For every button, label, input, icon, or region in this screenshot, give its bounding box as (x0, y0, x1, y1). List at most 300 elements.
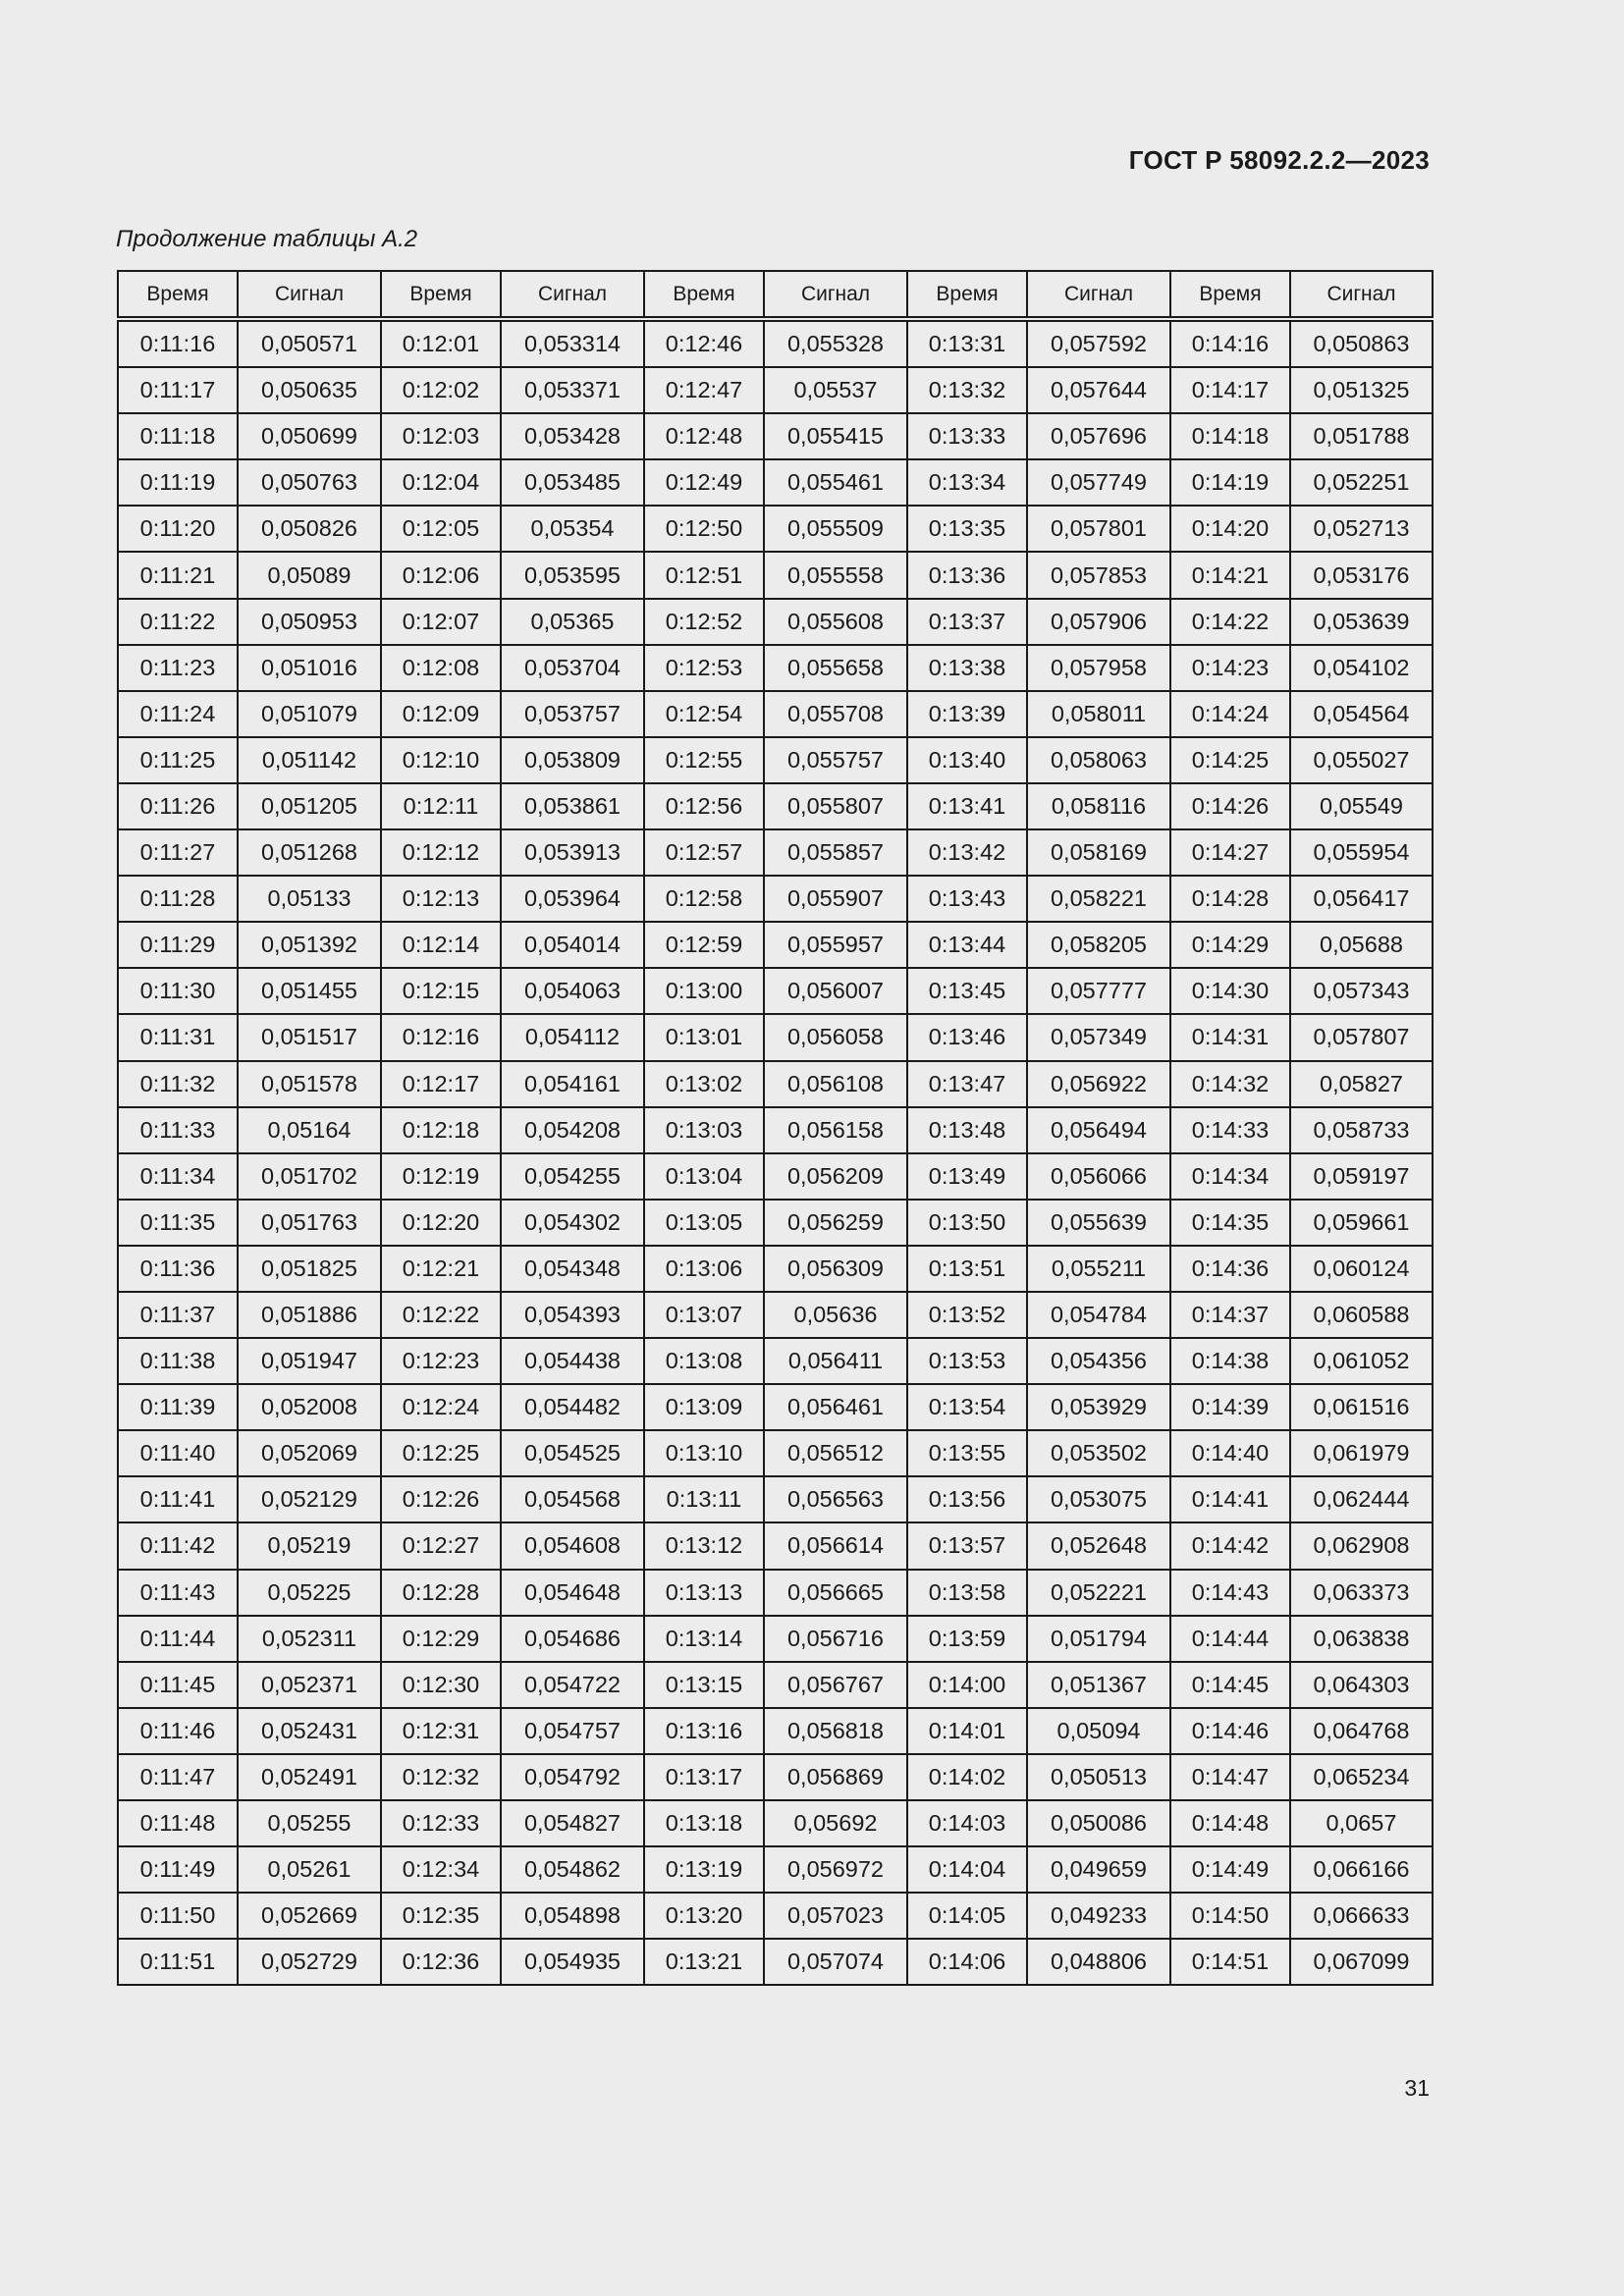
time-cell: 0:12:30 (381, 1662, 501, 1708)
signal-cell: 0,053639 (1290, 599, 1433, 645)
time-cell: 0:13:41 (907, 783, 1027, 829)
signal-cell: 0,053176 (1290, 552, 1433, 598)
signal-cell: 0,053502 (1027, 1430, 1170, 1476)
time-cell: 0:13:58 (907, 1570, 1027, 1616)
signal-cell: 0,053757 (501, 691, 644, 737)
signal-cell: 0,051763 (238, 1200, 381, 1246)
time-cell: 0:14:16 (1170, 319, 1290, 367)
signal-cell: 0,05164 (238, 1107, 381, 1153)
time-cell: 0:12:23 (381, 1338, 501, 1384)
signal-cell: 0,055807 (764, 783, 907, 829)
signal-cell: 0,051947 (238, 1338, 381, 1384)
signal-cell: 0,056972 (764, 1846, 907, 1893)
time-cell: 0:12:05 (381, 506, 501, 552)
signal-cell: 0,061052 (1290, 1338, 1433, 1384)
table-header-row (118, 271, 1433, 319)
time-cell: 0:14:41 (1170, 1476, 1290, 1522)
signal-cell: 0,05225 (238, 1570, 381, 1616)
table-row (118, 1061, 1433, 1107)
signal-cell: 0,051578 (238, 1061, 381, 1107)
signal-cell: 0,057958 (1027, 645, 1170, 691)
signal-cell: 0,056869 (764, 1754, 907, 1800)
document-header: ГОСТ Р 58092.2.2—2023 (1128, 145, 1430, 175)
signal-cell: 0,050635 (238, 367, 381, 413)
signal-cell: 0,054348 (501, 1246, 644, 1292)
header-time-2: Время (381, 271, 501, 319)
time-cell: 0:12:19 (381, 1153, 501, 1200)
table-row (118, 1246, 1433, 1292)
signal-cell: 0,049659 (1027, 1846, 1170, 1893)
time-cell: 0:11:45 (118, 1662, 238, 1708)
signal-cell: 0,053485 (501, 459, 644, 506)
time-cell: 0:14:43 (1170, 1570, 1290, 1616)
signal-cell: 0,054686 (501, 1616, 644, 1662)
time-cell: 0:14:47 (1170, 1754, 1290, 1800)
table-row (118, 1384, 1433, 1430)
signal-cell: 0,05089 (238, 552, 381, 598)
time-cell: 0:12:09 (381, 691, 501, 737)
signal-cell: 0,053075 (1027, 1476, 1170, 1522)
time-cell: 0:12:18 (381, 1107, 501, 1153)
signal-cell: 0,066633 (1290, 1893, 1433, 1939)
signal-cell: 0,063838 (1290, 1616, 1433, 1662)
signal-cell: 0,054608 (501, 1522, 644, 1569)
time-cell: 0:13:19 (644, 1846, 764, 1893)
signal-cell: 0,051142 (238, 737, 381, 783)
time-cell: 0:11:29 (118, 922, 238, 968)
signal-cell: 0,054862 (501, 1846, 644, 1893)
signal-cell: 0,056417 (1290, 876, 1433, 922)
signal-cell: 0,052069 (238, 1430, 381, 1476)
signal-cell: 0,062908 (1290, 1522, 1433, 1569)
table-row (118, 319, 1433, 367)
signal-cell: 0,055708 (764, 691, 907, 737)
signal-cell: 0,05549 (1290, 783, 1433, 829)
time-cell: 0:12:52 (644, 599, 764, 645)
signal-cell: 0,060588 (1290, 1292, 1433, 1338)
time-cell: 0:12:10 (381, 737, 501, 783)
signal-cell: 0,05827 (1290, 1061, 1433, 1107)
signal-cell: 0,057801 (1027, 506, 1170, 552)
time-cell: 0:11:28 (118, 876, 238, 922)
time-cell: 0:12:15 (381, 968, 501, 1014)
time-cell: 0:12:04 (381, 459, 501, 506)
time-cell: 0:12:02 (381, 367, 501, 413)
signal-cell: 0,056309 (764, 1246, 907, 1292)
time-cell: 0:13:42 (907, 829, 1027, 876)
time-cell: 0:14:50 (1170, 1893, 1290, 1939)
signal-cell: 0,055328 (764, 319, 907, 367)
time-cell: 0:13:20 (644, 1893, 764, 1939)
time-cell: 0:14:42 (1170, 1522, 1290, 1569)
signal-cell: 0,051886 (238, 1292, 381, 1338)
signal-cell: 0,051079 (238, 691, 381, 737)
time-cell: 0:14:32 (1170, 1061, 1290, 1107)
time-cell: 0:14:05 (907, 1893, 1027, 1939)
time-cell: 0:14:00 (907, 1662, 1027, 1708)
time-cell: 0:12:22 (381, 1292, 501, 1338)
table-row (118, 599, 1433, 645)
signal-cell: 0,063373 (1290, 1570, 1433, 1616)
signal-cell: 0,054827 (501, 1800, 644, 1846)
signal-cell: 0,055639 (1027, 1200, 1170, 1246)
signal-cell: 0,050699 (238, 413, 381, 459)
signal-cell: 0,052431 (238, 1708, 381, 1754)
table-row (118, 1200, 1433, 1246)
time-cell: 0:14:06 (907, 1939, 1027, 1985)
signal-cell: 0,056614 (764, 1522, 907, 1569)
signal-cell: 0,054014 (501, 922, 644, 968)
time-cell: 0:12:27 (381, 1522, 501, 1569)
signal-cell: 0,058063 (1027, 737, 1170, 783)
signal-cell: 0,049233 (1027, 1893, 1170, 1939)
signal-cell: 0,05255 (238, 1800, 381, 1846)
table-row (118, 459, 1433, 506)
time-cell: 0:11:30 (118, 968, 238, 1014)
time-cell: 0:11:34 (118, 1153, 238, 1200)
time-cell: 0:11:47 (118, 1754, 238, 1800)
time-cell: 0:12:35 (381, 1893, 501, 1939)
time-cell: 0:13:44 (907, 922, 1027, 968)
time-cell: 0:12:03 (381, 413, 501, 459)
time-cell: 0:11:24 (118, 691, 238, 737)
time-cell: 0:11:20 (118, 506, 238, 552)
time-cell: 0:13:39 (907, 691, 1027, 737)
time-cell: 0:12:53 (644, 645, 764, 691)
signal-cell: 0,057343 (1290, 968, 1433, 1014)
time-cell: 0:13:10 (644, 1430, 764, 1476)
table-row (118, 876, 1433, 922)
time-cell: 0:14:17 (1170, 367, 1290, 413)
table-row (118, 367, 1433, 413)
signal-cell: 0,059661 (1290, 1200, 1433, 1246)
signal-cell: 0,051325 (1290, 367, 1433, 413)
signal-cell: 0,052221 (1027, 1570, 1170, 1616)
header-signal-5: Сигнал (1290, 271, 1433, 319)
signal-cell: 0,056058 (764, 1014, 907, 1060)
time-cell: 0:12:50 (644, 506, 764, 552)
signal-cell: 0,051517 (238, 1014, 381, 1060)
time-cell: 0:14:01 (907, 1708, 1027, 1754)
signal-cell: 0,054112 (501, 1014, 644, 1060)
signal-cell: 0,051825 (238, 1246, 381, 1292)
time-cell: 0:13:04 (644, 1153, 764, 1200)
time-cell: 0:14:27 (1170, 829, 1290, 876)
time-cell: 0:14:49 (1170, 1846, 1290, 1893)
table-row (118, 691, 1433, 737)
time-cell: 0:14:22 (1170, 599, 1290, 645)
time-cell: 0:11:22 (118, 599, 238, 645)
time-cell: 0:11:35 (118, 1200, 238, 1246)
time-cell: 0:13:17 (644, 1754, 764, 1800)
table-row (118, 1430, 1433, 1476)
time-cell: 0:14:38 (1170, 1338, 1290, 1384)
signal-cell: 0,056066 (1027, 1153, 1170, 1200)
signal-cell: 0,054564 (1290, 691, 1433, 737)
time-cell: 0:13:36 (907, 552, 1027, 598)
signal-cell: 0,052729 (238, 1939, 381, 1985)
signal-cell: 0,051455 (238, 968, 381, 1014)
signal-cell: 0,050763 (238, 459, 381, 506)
signal-cell: 0,051268 (238, 829, 381, 876)
time-cell: 0:11:18 (118, 413, 238, 459)
header-signal-1: Сигнал (238, 271, 381, 319)
time-cell: 0:13:47 (907, 1061, 1027, 1107)
time-cell: 0:12:26 (381, 1476, 501, 1522)
time-cell: 0:12:29 (381, 1616, 501, 1662)
signal-cell: 0,053371 (501, 367, 644, 413)
signal-cell: 0,054482 (501, 1384, 644, 1430)
time-cell: 0:12:48 (644, 413, 764, 459)
time-cell: 0:14:34 (1170, 1153, 1290, 1200)
signal-cell: 0,051392 (238, 922, 381, 968)
time-cell: 0:12:49 (644, 459, 764, 506)
time-cell: 0:11:41 (118, 1476, 238, 1522)
header-time-4: Время (907, 271, 1027, 319)
time-cell: 0:13:45 (907, 968, 1027, 1014)
table-row (118, 1708, 1433, 1754)
signal-cell: 0,052491 (238, 1754, 381, 1800)
signal-cell: 0,054063 (501, 968, 644, 1014)
signal-cell: 0,056209 (764, 1153, 907, 1200)
time-cell: 0:14:44 (1170, 1616, 1290, 1662)
signal-cell: 0,055415 (764, 413, 907, 459)
time-cell: 0:14:26 (1170, 783, 1290, 829)
time-cell: 0:11:36 (118, 1246, 238, 1292)
time-cell: 0:13:56 (907, 1476, 1027, 1522)
time-cell: 0:13:53 (907, 1338, 1027, 1384)
time-cell: 0:11:19 (118, 459, 238, 506)
signal-cell: 0,057644 (1027, 367, 1170, 413)
time-cell: 0:12:56 (644, 783, 764, 829)
time-cell: 0:12:46 (644, 319, 764, 367)
signal-cell: 0,052371 (238, 1662, 381, 1708)
time-cell: 0:14:29 (1170, 922, 1290, 968)
table-row (118, 1292, 1433, 1338)
signal-cell: 0,051794 (1027, 1616, 1170, 1662)
time-cell: 0:12:01 (381, 319, 501, 367)
signal-cell: 0,064303 (1290, 1662, 1433, 1708)
signal-cell: 0,057023 (764, 1893, 907, 1939)
signal-cell: 0,058169 (1027, 829, 1170, 876)
signal-cell: 0,054102 (1290, 645, 1433, 691)
signal-cell: 0,053913 (501, 829, 644, 876)
time-cell: 0:11:21 (118, 552, 238, 598)
time-cell: 0:13:49 (907, 1153, 1027, 1200)
signal-cell: 0,057807 (1290, 1014, 1433, 1060)
time-cell: 0:11:16 (118, 319, 238, 367)
time-cell: 0:14:45 (1170, 1662, 1290, 1708)
time-cell: 0:12:21 (381, 1246, 501, 1292)
table-row (118, 737, 1433, 783)
signal-cell: 0,057906 (1027, 599, 1170, 645)
signal-cell: 0,05688 (1290, 922, 1433, 968)
table-row (118, 1107, 1433, 1153)
time-cell: 0:13:32 (907, 367, 1027, 413)
table-row (118, 506, 1433, 552)
signal-cell: 0,056818 (764, 1708, 907, 1754)
time-cell: 0:14:48 (1170, 1800, 1290, 1846)
signal-cell: 0,056665 (764, 1570, 907, 1616)
signal-cell: 0,056512 (764, 1430, 907, 1476)
time-cell: 0:13:48 (907, 1107, 1027, 1153)
signal-cell: 0,066166 (1290, 1846, 1433, 1893)
time-cell: 0:14:33 (1170, 1107, 1290, 1153)
signal-cell: 0,054438 (501, 1338, 644, 1384)
signal-cell: 0,055558 (764, 552, 907, 598)
header-time-1: Время (118, 271, 238, 319)
time-cell: 0:11:51 (118, 1939, 238, 1985)
signal-cell: 0,061516 (1290, 1384, 1433, 1430)
time-cell: 0:13:06 (644, 1246, 764, 1292)
time-cell: 0:12:25 (381, 1430, 501, 1476)
time-cell: 0:13:12 (644, 1522, 764, 1569)
signal-cell: 0,056563 (764, 1476, 907, 1522)
time-cell: 0:13:46 (907, 1014, 1027, 1060)
signal-cell: 0,056767 (764, 1662, 907, 1708)
signal-cell: 0,056158 (764, 1107, 907, 1153)
signal-cell: 0,052129 (238, 1476, 381, 1522)
signal-cell: 0,060124 (1290, 1246, 1433, 1292)
signal-cell: 0,05133 (238, 876, 381, 922)
signal-cell: 0,059197 (1290, 1153, 1433, 1200)
signal-cell: 0,053428 (501, 413, 644, 459)
time-cell: 0:13:13 (644, 1570, 764, 1616)
time-cell: 0:11:42 (118, 1522, 238, 1569)
table-row (118, 413, 1433, 459)
signal-cell: 0,056007 (764, 968, 907, 1014)
header-time-5: Время (1170, 271, 1290, 319)
table-row (118, 1014, 1433, 1060)
time-cell: 0:14:36 (1170, 1246, 1290, 1292)
table-row (118, 1754, 1433, 1800)
time-cell: 0:12:36 (381, 1939, 501, 1985)
time-cell: 0:13:59 (907, 1616, 1027, 1662)
table-row (118, 783, 1433, 829)
signal-cell: 0,054648 (501, 1570, 644, 1616)
time-cell: 0:14:25 (1170, 737, 1290, 783)
signal-cell: 0,058221 (1027, 876, 1170, 922)
time-cell: 0:11:38 (118, 1338, 238, 1384)
signal-cell: 0,052008 (238, 1384, 381, 1430)
table-row (118, 645, 1433, 691)
time-cell: 0:12:07 (381, 599, 501, 645)
time-cell: 0:12:06 (381, 552, 501, 598)
time-cell: 0:11:46 (118, 1708, 238, 1754)
time-cell: 0:12:17 (381, 1061, 501, 1107)
time-cell: 0:12:58 (644, 876, 764, 922)
signal-cell: 0,054568 (501, 1476, 644, 1522)
signal-cell: 0,050086 (1027, 1800, 1170, 1846)
signal-cell: 0,055211 (1027, 1246, 1170, 1292)
signal-cell: 0,056259 (764, 1200, 907, 1246)
time-cell: 0:12:57 (644, 829, 764, 876)
time-cell: 0:11:40 (118, 1430, 238, 1476)
time-cell: 0:12:28 (381, 1570, 501, 1616)
table-row (118, 1893, 1433, 1939)
time-cell: 0:13:00 (644, 968, 764, 1014)
time-cell: 0:12:11 (381, 783, 501, 829)
signal-cell: 0,053595 (501, 552, 644, 598)
time-cell: 0:13:38 (907, 645, 1027, 691)
time-cell: 0:11:32 (118, 1061, 238, 1107)
time-cell: 0:13:02 (644, 1061, 764, 1107)
time-cell: 0:13:54 (907, 1384, 1027, 1430)
signal-cell: 0,051788 (1290, 413, 1433, 459)
time-cell: 0:12:34 (381, 1846, 501, 1893)
time-cell: 0:11:23 (118, 645, 238, 691)
time-cell: 0:13:34 (907, 459, 1027, 506)
time-cell: 0:12:16 (381, 1014, 501, 1060)
time-cell: 0:13:51 (907, 1246, 1027, 1292)
signal-cell: 0,057777 (1027, 968, 1170, 1014)
time-cell: 0:11:50 (118, 1893, 238, 1939)
table-row (118, 1153, 1433, 1200)
signal-cell: 0,057696 (1027, 413, 1170, 459)
time-cell: 0:12:08 (381, 645, 501, 691)
time-cell: 0:13:31 (907, 319, 1027, 367)
time-cell: 0:14:39 (1170, 1384, 1290, 1430)
time-cell: 0:13:35 (907, 506, 1027, 552)
data-table (117, 270, 1434, 1986)
table-caption: Продолжение таблицы А.2 (116, 226, 418, 252)
signal-cell: 0,055027 (1290, 737, 1433, 783)
time-cell: 0:14:46 (1170, 1708, 1290, 1754)
table-row (118, 1939, 1433, 1985)
header-signal-2: Сигнал (501, 271, 644, 319)
signal-cell: 0,052311 (238, 1616, 381, 1662)
signal-cell: 0,050863 (1290, 319, 1433, 367)
time-cell: 0:11:48 (118, 1800, 238, 1846)
signal-cell: 0,055658 (764, 645, 907, 691)
signal-cell: 0,057349 (1027, 1014, 1170, 1060)
time-cell: 0:11:43 (118, 1570, 238, 1616)
signal-cell: 0,057853 (1027, 552, 1170, 598)
signal-cell: 0,054356 (1027, 1338, 1170, 1384)
signal-cell: 0,056716 (764, 1616, 907, 1662)
table-row (118, 1800, 1433, 1846)
time-cell: 0:13:01 (644, 1014, 764, 1060)
signal-cell: 0,05692 (764, 1800, 907, 1846)
signal-cell: 0,058733 (1290, 1107, 1433, 1153)
time-cell: 0:11:26 (118, 783, 238, 829)
signal-cell: 0,050953 (238, 599, 381, 645)
time-cell: 0:13:52 (907, 1292, 1027, 1338)
table-row (118, 1616, 1433, 1662)
signal-cell: 0,053861 (501, 783, 644, 829)
time-cell: 0:12:20 (381, 1200, 501, 1246)
signal-cell: 0,054255 (501, 1153, 644, 1200)
signal-cell: 0,054792 (501, 1754, 644, 1800)
signal-cell: 0,064768 (1290, 1708, 1433, 1754)
signal-cell: 0,058205 (1027, 922, 1170, 968)
signal-cell: 0,05354 (501, 506, 644, 552)
signal-cell: 0,053964 (501, 876, 644, 922)
time-cell: 0:13:11 (644, 1476, 764, 1522)
table-row (118, 1476, 1433, 1522)
time-cell: 0:12:51 (644, 552, 764, 598)
signal-cell: 0,054722 (501, 1662, 644, 1708)
table-row (118, 552, 1433, 598)
time-cell: 0:13:55 (907, 1430, 1027, 1476)
time-cell: 0:11:17 (118, 367, 238, 413)
time-cell: 0:11:49 (118, 1846, 238, 1893)
time-cell: 0:12:31 (381, 1708, 501, 1754)
signal-cell: 0,057592 (1027, 319, 1170, 367)
signal-cell: 0,054161 (501, 1061, 644, 1107)
time-cell: 0:13:33 (907, 413, 1027, 459)
time-cell: 0:12:59 (644, 922, 764, 968)
